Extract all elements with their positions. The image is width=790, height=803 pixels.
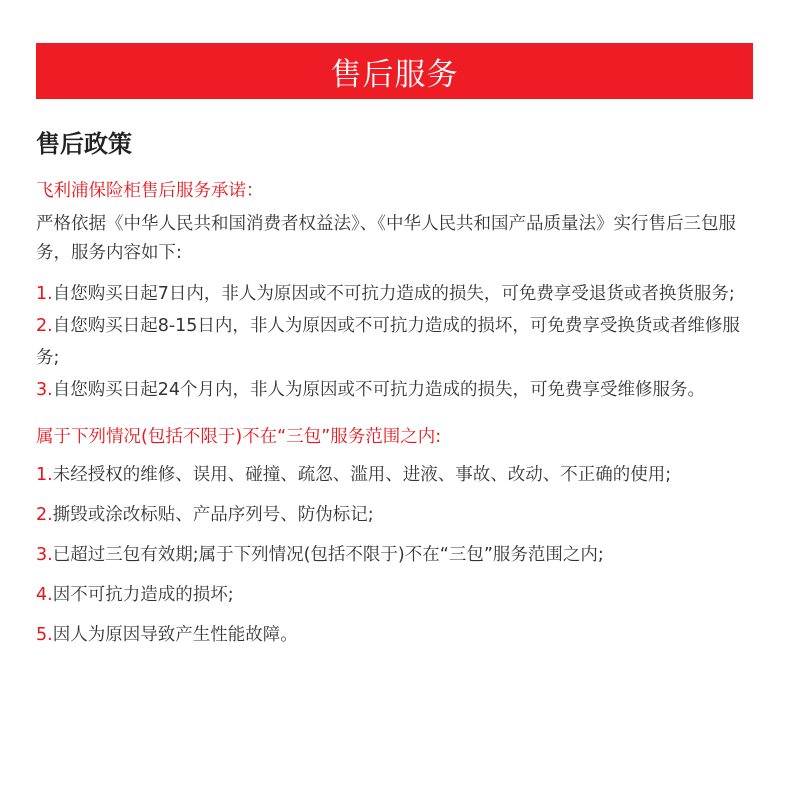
item-text: 自您购买日起7日内，非人为原因或不可抗力造成的损失，可免费享受退货或者换货服务; xyxy=(52,284,735,304)
item-number: 2. xyxy=(36,316,53,336)
item-number: 1. xyxy=(36,284,53,304)
item-text: 已超过三包有效期;属于下列情况(包括不限于)不在“三包”服务范围之内; xyxy=(52,545,604,565)
exclusions-heading: 属于下列情况(包括不限于)不在“三包”服务范围之内: xyxy=(36,427,442,447)
promise-list xyxy=(36,278,756,406)
list-item xyxy=(36,310,756,374)
list-item xyxy=(36,462,756,488)
promise-intro: 严格依据《中华人民共和国消费者权益法》、《中华人民共和国产品质量法》实行售后三包服务，服务内容如下: xyxy=(36,214,736,263)
list-item xyxy=(36,622,756,648)
item-number: 2. xyxy=(36,505,53,525)
banner-title: 售后服务 xyxy=(330,56,459,93)
list-item xyxy=(36,502,756,528)
item-text: 因人为原因导致产生性能故障。 xyxy=(52,625,298,645)
list-item xyxy=(36,278,756,310)
list-item xyxy=(36,542,756,568)
item-text: 自您购买日起24个月内，非人为原因或不可抗力造成的损失，可免费享受维修服务。 xyxy=(52,380,705,400)
promise-heading: 飞利浦保险柜售后服务承诺： xyxy=(36,181,264,201)
item-number: 1. xyxy=(36,465,53,485)
item-text: 自您购买日起8-15日内，非人为原因或不可抗力造成的损坏，可免费享受换货或者维修服务; xyxy=(36,316,740,368)
content-area xyxy=(36,178,756,662)
list-item xyxy=(36,582,756,608)
exclusions-list xyxy=(36,462,756,648)
header-banner xyxy=(36,43,753,99)
item-text: 因不可抗力造成的损坏; xyxy=(52,585,234,605)
section-title: 售后政策 xyxy=(36,130,132,158)
item-number: 3. xyxy=(36,545,53,565)
list-item xyxy=(36,374,756,406)
item-number: 4. xyxy=(36,585,53,605)
spacer xyxy=(36,406,756,424)
item-text: 未经授权的维修、误用、碰撞、疏忽、滥用、进液、事故、改动、不正确的使用; xyxy=(52,465,672,485)
item-number: 3. xyxy=(36,380,53,400)
item-number: 5. xyxy=(36,625,53,645)
item-text: 撕毁或涂改标贴、产品序列号、防伪标记; xyxy=(52,505,374,525)
